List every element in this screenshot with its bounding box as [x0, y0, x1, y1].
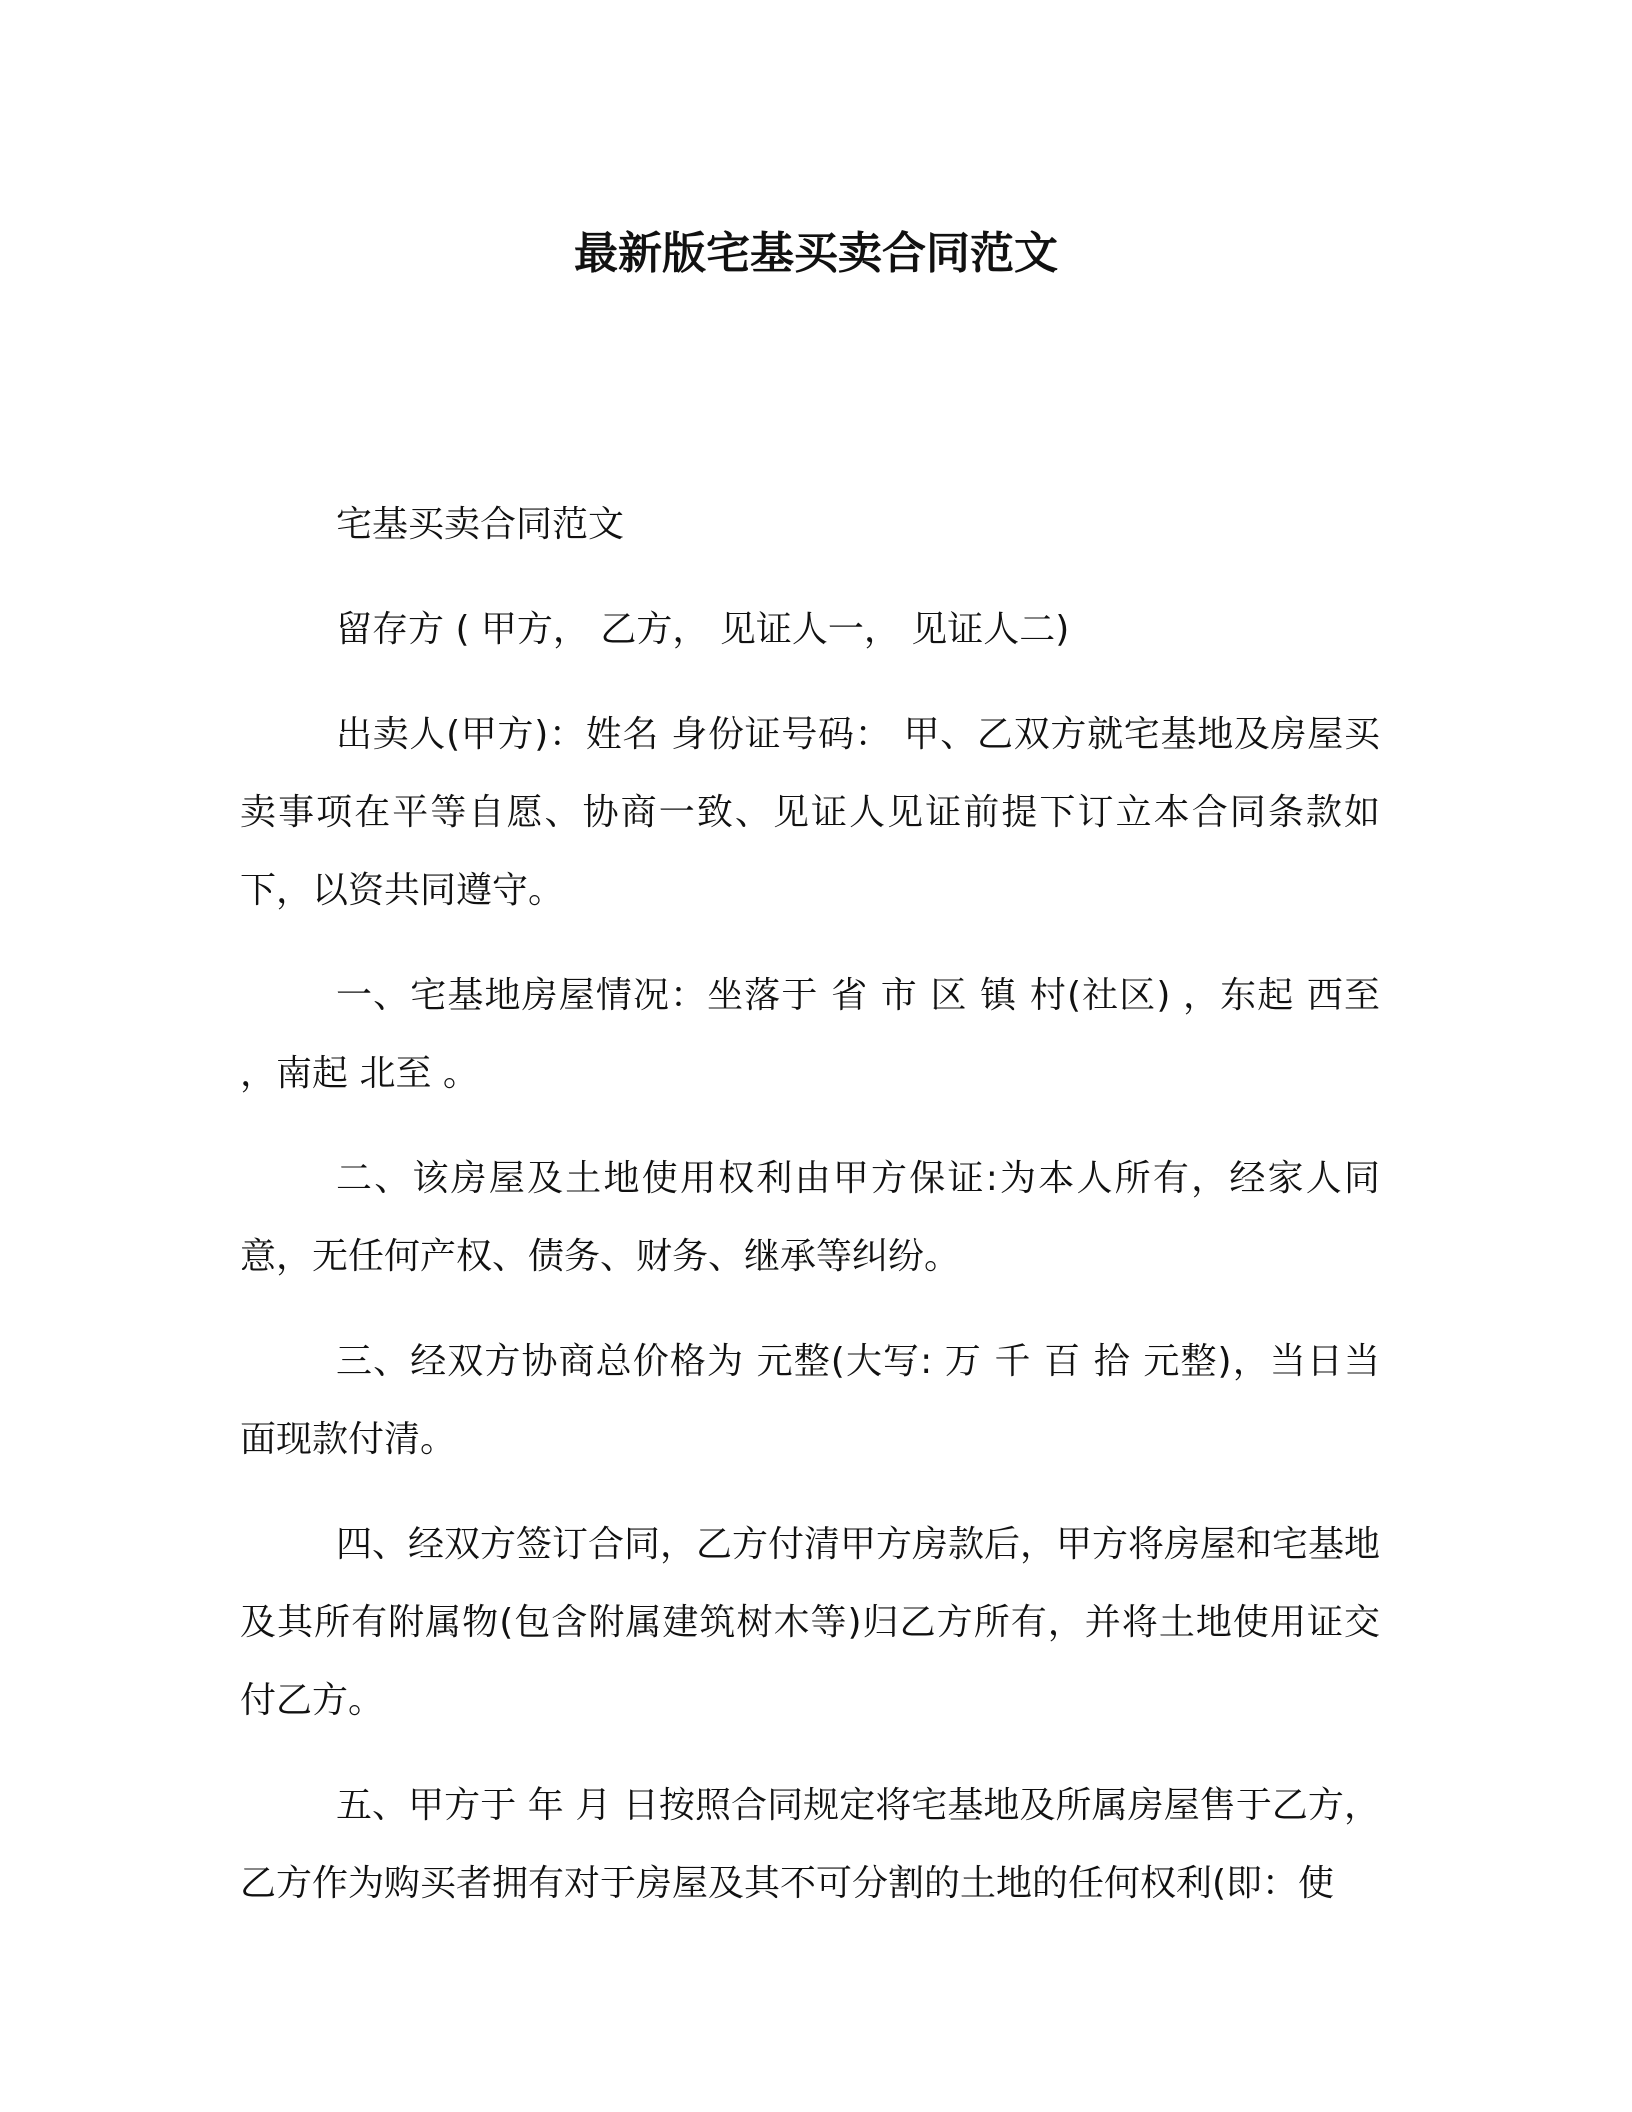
paragraph-clause-2: 二、该房屋及土地使用权利由甲方保证:为本人所有，经家人同意，无任何产权、债务、财务、继承等纠纷。	[240, 1158, 1380, 1277]
paragraph-clause-4: 四、经双方签订合同，乙方付清甲方房款后，甲方将房屋和宅基地及其所有附属物(包含附属建筑树木等)归乙方所有，并将土地使用证交付乙方。	[240, 1524, 1381, 1721]
document-title: 最新版宅基买卖合同范文	[574, 228, 1058, 279]
paragraph-seller-info: 出卖人(甲方)：姓名 身份证号码： 甲、乙双方就宅基地及房屋买卖事项在平等自愿、协商一致、见证人见证前提下订立本合同条款如下，以资共同遵守。	[240, 714, 1380, 911]
paragraph-clause-1: 一、宅基地房屋情况：坐落于 省 市 区 镇 村(社区) ，东起 西至 ，南起 北至 。	[240, 975, 1380, 1094]
paragraph-clause-5: 五、甲方于 年 月 日按照合同规定将宅基地及所属房屋售于乙方，乙方作为购买者拥有对于房屋及其不可分割的土地的任何权利(即：使	[240, 1785, 1380, 1904]
paragraph-clause-3: 三、经双方协商总价格为 元整(大写: 万 千 百 拾 元整)，当日当面现款付清。	[240, 1341, 1380, 1460]
paragraph-retention-parties: 留存方 ( 甲方， 乙方， 见证人一， 见证人二)	[336, 609, 1070, 650]
paragraph-heading: 宅基买卖合同范文	[336, 504, 625, 545]
document-body	[240, 486, 1380, 1950]
